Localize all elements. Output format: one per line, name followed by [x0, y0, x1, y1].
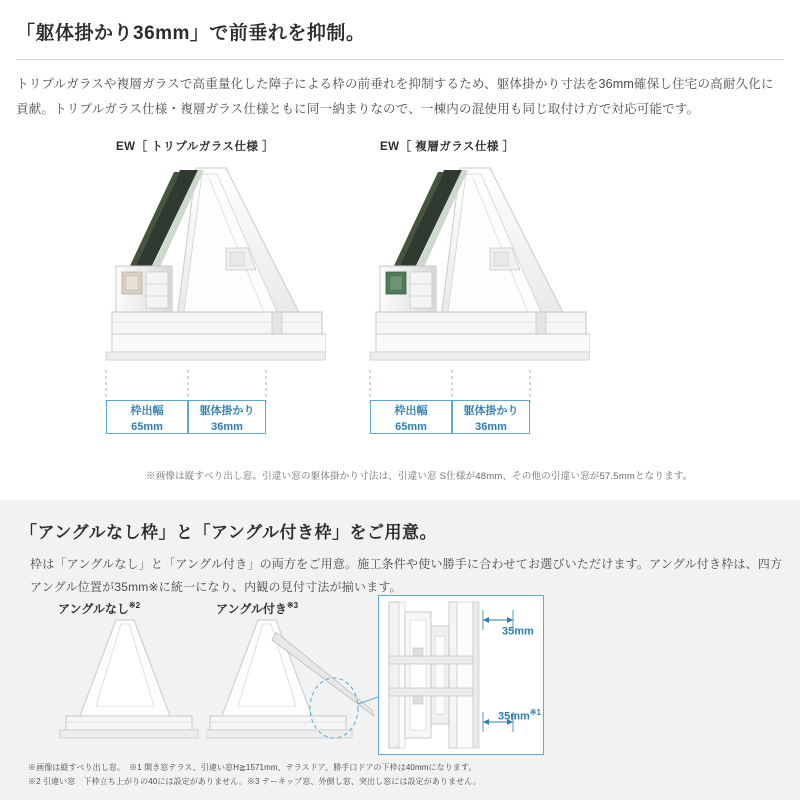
- page-title: 「躯体掛かり36mm」で前垂れを抑制。: [16, 23, 366, 44]
- section-angle-frame: [0, 500, 800, 800]
- diagram-label-triple: EW［ トリプルガラス仕様 ］: [116, 141, 275, 153]
- section1-paragraph: トリプルガラスや複層ガラスで高重量化した障子による枠の前垂れを抑制するため、躯体掛かり寸法を36mm確保し住宅の高耐久化に貢献。トリプルガラス仕様・複層ガラス仕様ともに同一納まりなので、一棟内の混使用も同じ取付け方で対応可能です。: [16, 77, 774, 116]
- cross-section-image-triple: [76, 162, 326, 382]
- section1-note: ※画像は縦すべり出し窓。引違い窓の躯体掛かり寸法は、引違い窓 S仕様が48mm、その他の引違い窓が57.5mmとなります。: [146, 471, 693, 482]
- diagram-label-double: EW［ 複層ガラス仕様 ］: [380, 141, 515, 153]
- label-no-angle: アングルなし$^{※2}$: [58, 601, 141, 616]
- callout-35mm-bottom: $35mm^{※1}$: [498, 708, 541, 723]
- dim-value-structure-overlap-triple: 36mm: [211, 420, 243, 433]
- dim-value-frame-projection-triple: 65mm: [131, 420, 163, 433]
- cross-section-no-angle: [50, 618, 200, 748]
- cross-section-image-double: [340, 162, 590, 382]
- dimension-strip-triple: [76, 400, 326, 460]
- diagram-group-glass-specs: [16, 138, 784, 482]
- label-no-angle-sup: ※2: [128, 601, 141, 610]
- dimension-strip-double: [340, 400, 590, 460]
- dim-name-frame-projection-double: 枠出幅: [394, 405, 428, 417]
- title-divider: [16, 59, 784, 60]
- label-with-angle: アングル付き$^{※3}$: [216, 601, 299, 616]
- detail-callout-box: [378, 595, 544, 755]
- dim-value-frame-projection-double: 65mm: [395, 420, 427, 433]
- section2-footnote-2: ※2 引違い窓 下枠立ち上がりの40には設定がありません。※3 テーキップ窓、外倒し窓、突出し窓には設定がありません。: [28, 777, 481, 786]
- section2-footnote-1: ※画像は縦すべり出し窓。 ※1 開き窓テラス、引違い窓H≧1571mm、テラスドア、勝手口ドアの下枠は40mmになります。: [28, 763, 477, 772]
- section2-paragraph: 枠は「アングルなし」と「アングル付き」の両方をご用意。施工条件や使い勝手に合わせてお選びいただけます。アングル付き枠は、四方アングル位置が35mm※に統一になり、内観の見付寸法が揃います。: [30, 557, 783, 595]
- dim-name-structure-overlap-triple: 躯体掛かり: [199, 405, 255, 417]
- dim-name-frame-projection-triple: 枠出幅: [130, 405, 164, 417]
- callout-35mm-top: 35mm: [502, 625, 534, 638]
- section2-title: 「アングルなし枠」と「アングル付き枠」をご用意。: [20, 523, 437, 542]
- dim-name-structure-overlap-double: 躯体掛かり: [463, 405, 519, 417]
- label-with-angle-sup: ※3: [286, 601, 299, 610]
- callout-35mm-bottom-sup: ※1: [529, 708, 541, 717]
- dim-value-structure-overlap-double: 36mm: [475, 420, 507, 433]
